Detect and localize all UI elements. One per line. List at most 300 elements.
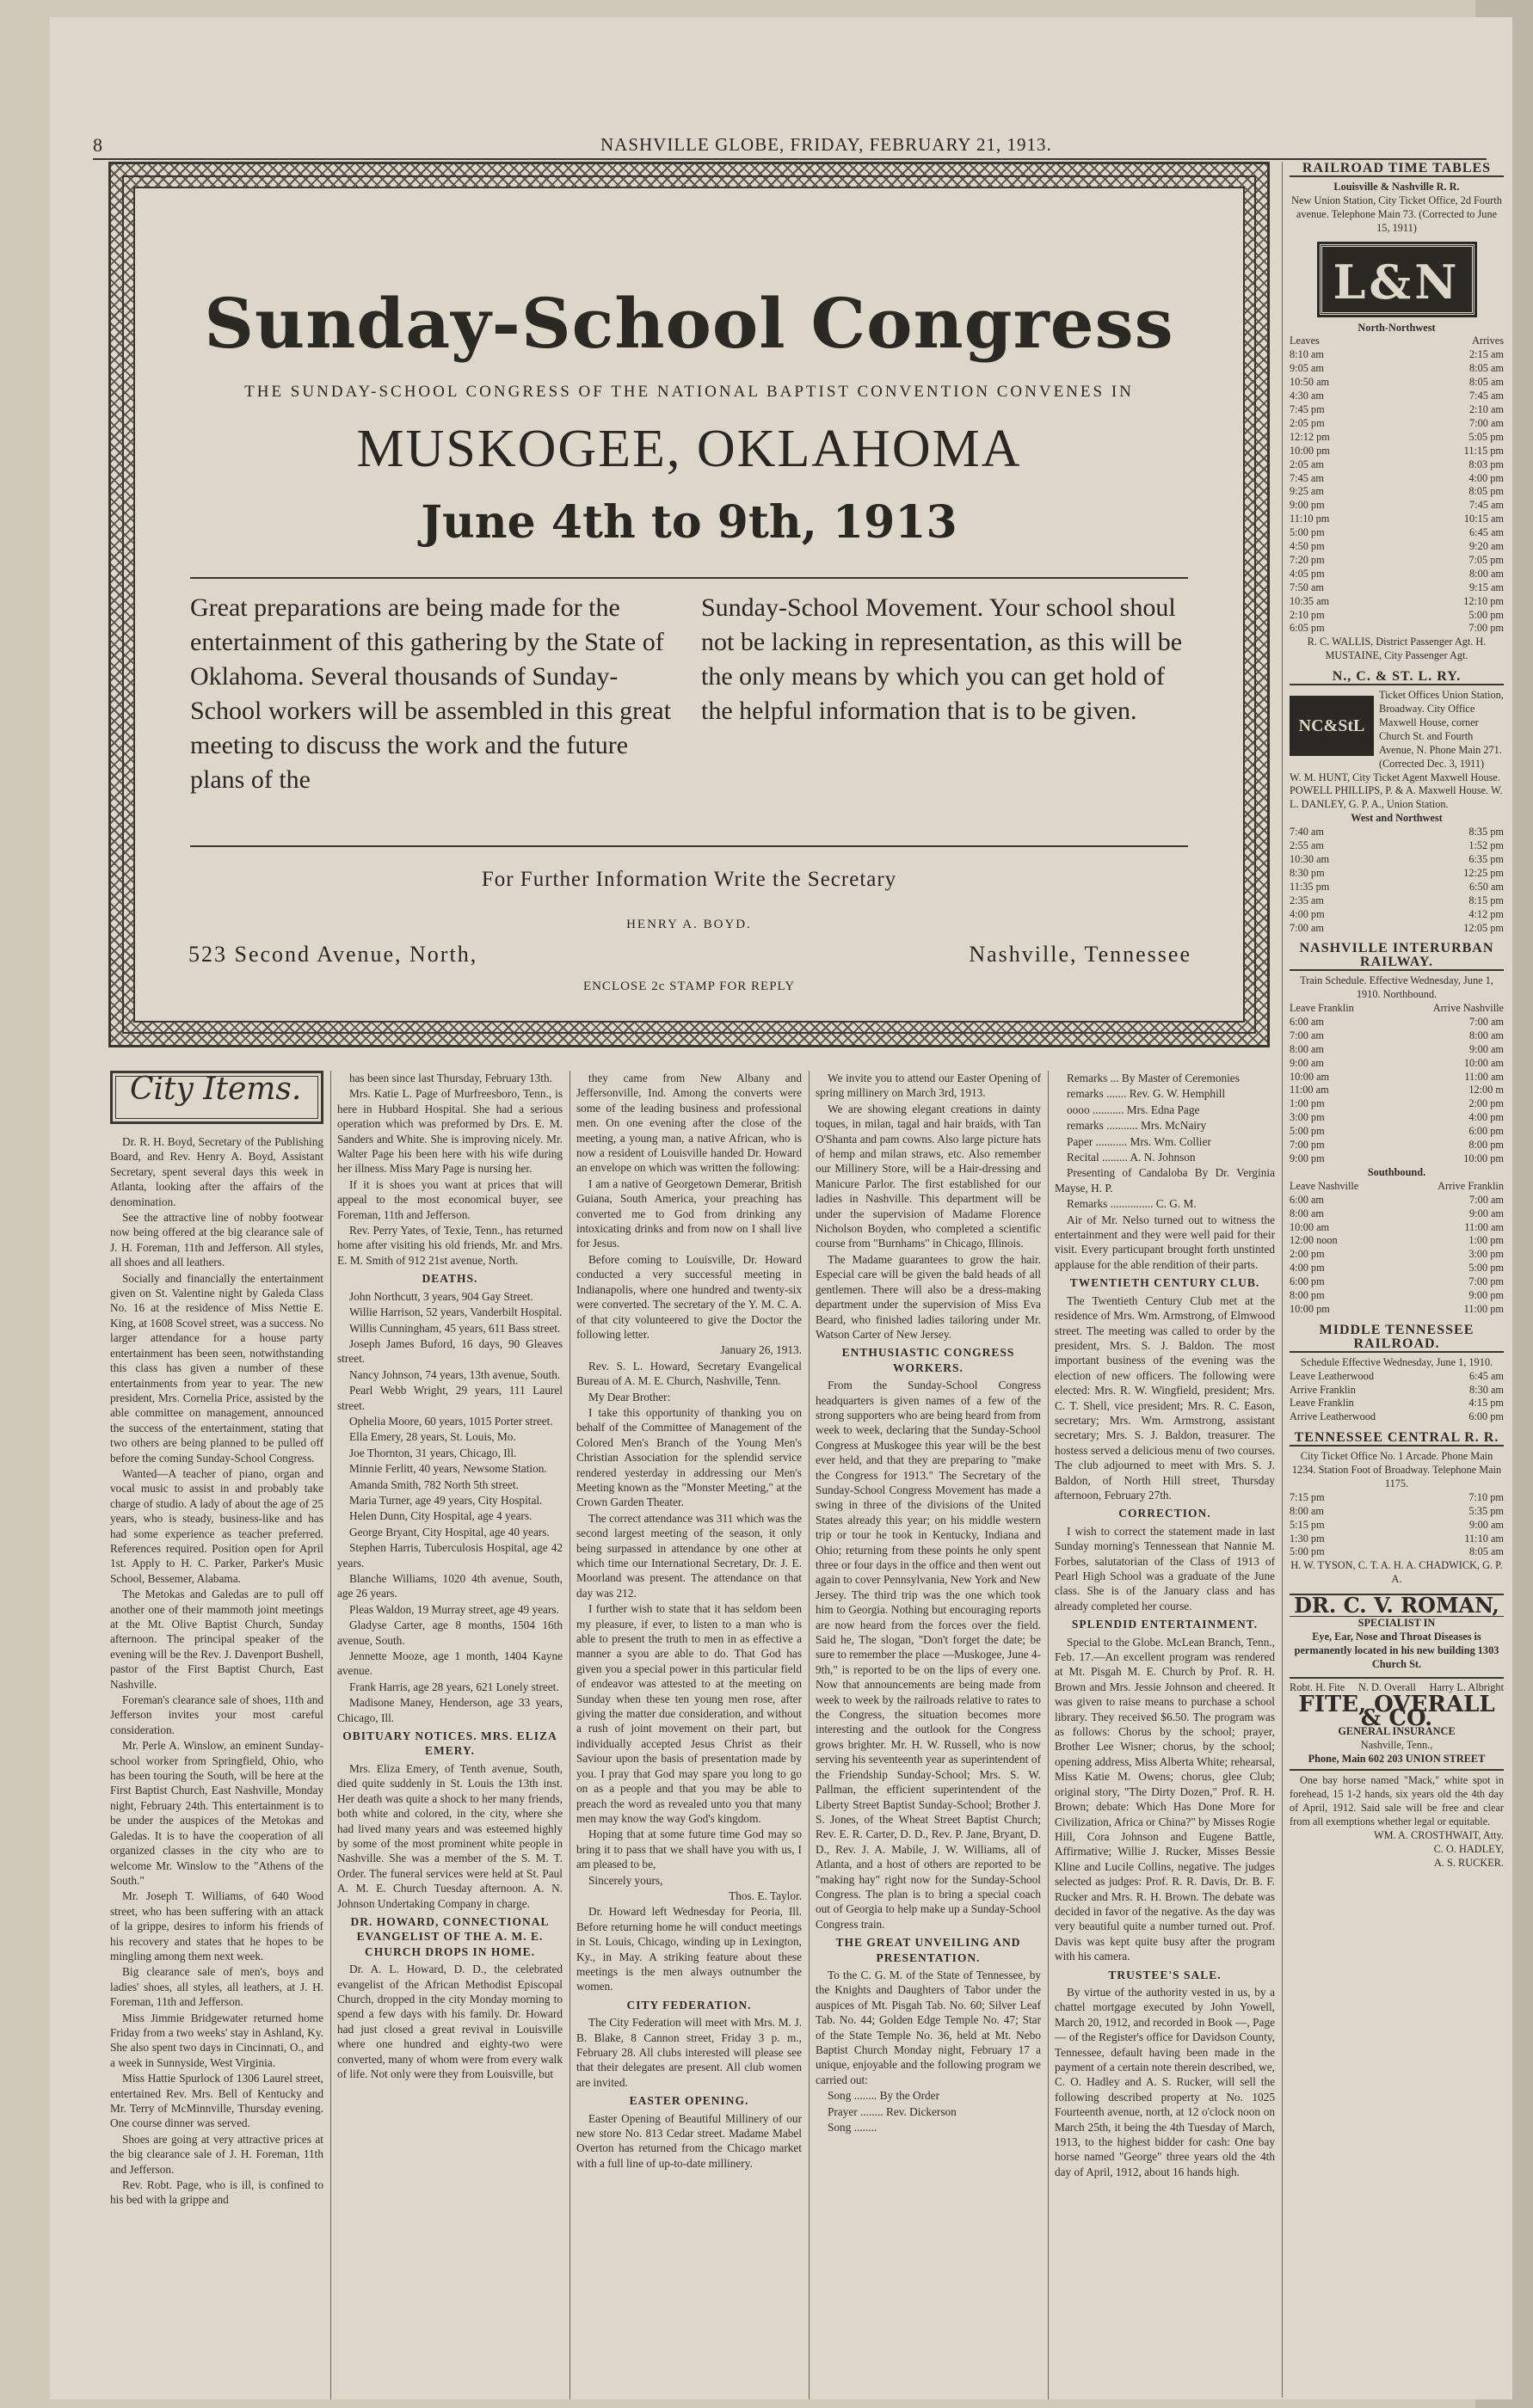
news-item: I wish to correct the statement made in last Sunday morning's Tennessean that Nannie M. Forbes, salutatorian of the Class of 1913 of Pearl High School was a graduate of the June class. She is of the January class and has already completed her course. — [1055, 1524, 1275, 1612]
death-notice: Jennette Mooze, age 1 month, 1404 Kayne avenue. — [337, 1649, 563, 1678]
program-line: remarks ........... Mrs. McNairy — [1067, 1119, 1207, 1133]
timetable-row — [1290, 1370, 1504, 1384]
timetable-row — [1290, 1071, 1504, 1084]
trustee-signature: C. O. HADLEY, — [1433, 1842, 1504, 1855]
timetable-header-row: Leave Nashville Arrive Franklin — [1290, 1179, 1504, 1192]
timetable-row — [1290, 362, 1504, 376]
timetable-row — [1290, 1194, 1504, 1207]
death-notice: Helen Dunn, City Hospital, age 4 years. — [349, 1509, 533, 1523]
ln-section: North-Northwest — [1358, 321, 1436, 334]
header-rule — [93, 158, 1487, 160]
news-item: Mrs. Eliza Emery, of Tenth avenue, South, died quite suddenly in St. Louis the 13th inst. Her death was quite a shock to her many friends, both white and colored, in the city, where she had lived many years and was esteemed highly by some of the most prominent white people in Nashville. She was a member of the S. M. T. Order. The funeral services were held at St. Paul A. M. E. Church Tuesday afternoon. A. N. Johnson Undertaking Company in charge. — [337, 1761, 563, 1910]
column-rule — [330, 1071, 331, 2399]
timetable-cell: 1:00 pm — [1468, 1234, 1504, 1247]
news-item: Rev. S. L. Howard, Secretary Evangelical Bureau of A. M. E. Church, Nashville, Tenn. — [576, 1359, 802, 1388]
ad-enclose-stamp: ENCLOSE 2c STAMP FOR REPLY — [582, 980, 796, 993]
fite-ad-sub: GENERAL INSURANCE — [1338, 1725, 1456, 1738]
ad-inner-panel — [133, 187, 1245, 1023]
news-item: We are showing elegant creations in dainty toques, in milan, tagal and hair braids, with Tan O'Shanta and pam cowns. Also large picture hats of hemp and milan straws, etc. Also remember our Millinery Store, will be a Hair-dressing and Manicure Parlor. The first established for our ladies in Nashville. This department will be under the supervision of Madame Florence Nicholson Boyden, who completed a scientific course from "Burnhams" in Chicago, Illinois. — [816, 1102, 1041, 1250]
timetable-row — [1290, 1016, 1504, 1029]
roman-ad-text: Eye, Ear, Nose and Throat Diseases is permanently located in his new building 1303 Church St. — [1294, 1631, 1499, 1670]
timetable-cell: 5:00 pm — [1290, 1125, 1325, 1138]
news-item: The Madame guarantees to grow the hair. Especial care will be given the bald heads of all gentlemen. There will also be a dress-making department under the supervision of Miss Eva Beard, who finished ladies tailoring under Mr. Watson Carter of New Jersey. — [816, 1252, 1041, 1341]
timetable-cell: 8:10 am — [1290, 348, 1324, 361]
entertainment-heading: SPLENDID ENTERTAINMENT. — [1071, 1618, 1259, 1631]
timetable-cell: 7:15 pm — [1290, 1490, 1325, 1503]
timetable-cell: Leave Leatherwood — [1290, 1369, 1374, 1382]
timetable-cell: 6:05 pm — [1290, 622, 1325, 635]
death-notice: Pleas Waldon, 19 Murray street, age 49 years. — [349, 1602, 559, 1616]
timetable-cell: 10:35 am — [1290, 594, 1330, 607]
program-line: oooo ........... Mrs. Edna Page — [1067, 1103, 1200, 1116]
timetable-cell: 10:15 am — [1463, 513, 1504, 525]
timetable-cell: 8:05 pm — [1468, 485, 1504, 498]
interurban-north-schedule — [1290, 1016, 1504, 1166]
workers-heading: ENTHUSIASTIC CONGRESS WORKERS. — [841, 1346, 1015, 1374]
timetable-cell: 7:00 pm — [1468, 622, 1504, 635]
nc-logo: NC&StL — [1290, 696, 1374, 756]
timetable-row — [1290, 540, 1504, 554]
death-notice: Joseph James Buford, 16 days, 90 Gleaves street. — [337, 1336, 563, 1366]
timetable-cell: 2:15 am — [1469, 348, 1504, 361]
timetable-cell: 12:12 pm — [1290, 430, 1330, 443]
timetables-heading: RAILROAD TIME TABLES — [1290, 162, 1504, 177]
ln-logo: L&N — [1320, 244, 1475, 315]
timetable-cell: 11:00 pm — [1463, 1302, 1504, 1315]
nc-agents: W. M. HUNT, City Ticket Agent Maxwell House. POWELL PHILLIPS, P. & A. Maxwell House. W. L. DANLEY, G. P. A., Union Station. — [1290, 771, 1503, 811]
timetable-row — [1290, 867, 1504, 881]
timetable-cell: 11:10 pm — [1290, 513, 1330, 525]
timetable-row — [1290, 513, 1504, 526]
timetable-row — [1290, 894, 1504, 908]
news-item: See the attractive line of nobby footwear now being offered at the big clearance sale of J. H. Foreman, 11th and Jefferson. All styles, all shoes and all leathers. — [110, 1211, 323, 1269]
timetable-row — [1290, 581, 1504, 595]
news-item: Miss Jimmie Bridgewater returned home Friday from a two weeks' stay in Ashland, Ky. She also spent two days in Cincinnati, O., and a week in Sunnyside, West Virginia. — [110, 2011, 323, 2069]
ad-dates: June 4th to 9th, 1913 — [421, 496, 957, 549]
news-item: The Twentieth Century Club met at the residence of Mrs. Wm. Armstrong, of Elmwood street. The meeting was called to order by the president, Mrs. S. J. Baldon. The most important business of the evening was the election of new officers. The following were elected: Mrs. R. W. Wingfield, president; Mrs. C. T. Shell, vice president; Mrs. R. C. Eason, secretary; Mrs. Wm. Armstrong, assistant secretary; Mrs. S. J. Baldon, treasurer. The hostess served a delicious menu of two courses. The club adjourned to meet with Mrs. S. J. Baldon, of North Hill street, Thursday afternoon, February 27th. — [1055, 1293, 1275, 1502]
timetable-row — [1290, 826, 1504, 839]
column-deaths — [337, 1071, 563, 2399]
fite-ad-city: Nashville, Tenn., — [1360, 1739, 1433, 1752]
interurban-heading: NASHVILLE INTERURBAN RAILWAY. — [1290, 942, 1504, 971]
timetable-cell: 8:00 pm — [1290, 1289, 1325, 1302]
program-line: Presenting of Candaloba By Dr. Verginia Mayse, H. P. — [1055, 1166, 1275, 1195]
timetable-cell: 12:00 noon — [1290, 1234, 1338, 1247]
timetable-row — [1290, 1207, 1504, 1221]
timetable-cell: 2:05 pm — [1290, 416, 1325, 429]
timetable-cell: 5:00 pm — [1290, 1545, 1325, 1558]
newspaper-page — [50, 17, 1512, 2399]
timetable-row — [1290, 1491, 1504, 1505]
timetable-row — [1290, 1221, 1504, 1235]
trustee-signature: A. S. RUCKER. — [1434, 1856, 1504, 1869]
timetable-cell: 11:00 am — [1290, 1084, 1329, 1096]
timetable-cell: 12:00 m — [1468, 1084, 1504, 1096]
timetable-row — [1290, 1029, 1504, 1043]
trustee-sale-continued: One bay horse named "Mack," white spot in forehead, 15 1-2 hands, six years old the 4th day of April, 1912. Said sale will be free and clear from all exemptions whether legal or equitable. — [1290, 1774, 1504, 1828]
ad-city: MUSKOGEE, OKLAHOMA — [356, 420, 1022, 478]
timetable-cell: 5:00 pm — [1468, 608, 1504, 621]
timetable-row — [1290, 526, 1504, 540]
timetable-cell: 8:00 am — [1290, 1207, 1324, 1219]
timetable-cell: 6:00 pm — [1468, 1410, 1504, 1423]
timetable-cell: 10:00 pm — [1463, 1152, 1504, 1164]
timetable-row — [1290, 922, 1504, 936]
timetable-row — [1290, 881, 1504, 894]
news-item: Foreman's clearance sale of shoes, 11th and Jefferson invites your most careful consideration. — [110, 1693, 323, 1736]
nc-subheading: Ticket Offices Union Station, Broadway. City Office Maxwell House, corner Church St. and Fourth Avenue, N. Phone Main 271. (Corrected Dec. 3, 1911) — [1379, 689, 1504, 770]
timetable-cell: 6:35 pm — [1468, 852, 1504, 865]
column-rule — [569, 1071, 570, 2399]
roman-ad-specialist: SPECIALIST IN — [1358, 1617, 1436, 1630]
timetable-cell: 8:30 pm — [1290, 866, 1325, 879]
death-notice: Frank Harris, age 28 years, 621 Lonely street. — [349, 1680, 559, 1693]
timetable-row — [1290, 1505, 1504, 1519]
ln-heading: Louisville & Nashville R. R. — [1333, 180, 1460, 193]
timetable-cell: 8:30 am — [1469, 1383, 1504, 1396]
timetable-cell: 7:45 am — [1290, 471, 1324, 484]
timetable-cell: 7:00 am — [1469, 1193, 1504, 1206]
timetable-cell: 9:00 pm — [1290, 1152, 1325, 1164]
timetable-cell: 8:03 pm — [1468, 458, 1504, 470]
nc-schedule — [1290, 826, 1504, 935]
timetable-cell: 3:00 pm — [1468, 1248, 1504, 1261]
timetable-cell: 7:00 am — [1469, 416, 1504, 429]
news-item: Dr. Howard left Wednesday for Peoria, Ill. Before returning home he will conduct meetings in St. Louis, Chicago, winding up in Lexington, Ky., in May. A striking feature about these meetings is the men always outnumber the women. — [576, 1905, 802, 1993]
news-item: From the Sunday-School Congress headquarters is given names of a few of the strong supporters who are being heard from from week to week, declaring that the Sunday-School Congress at Muskogee this year will be the best ever held, and that they are preparing to "make the Congress for 1913." The Secretary of the Sunday-School Congress Movement has made a swing in three of the divisions of the United States already this year; on his middle western trip or tour he took in Kentucky, Indiana and Ohio; returning from these points he only spent three or four days in the office and then went out again to cover Pennsylvania, New York and New Jersey. The third trip was the one which took him to Georgia. Nothing but encouraging reports are now heard from the forces over the field. Said he, The slogan, "Don't forget the date; be sure to remember the place —Muskogee, June 4-9th," is reported to be on the lips of every one. Now that announcements are being made from week to week by the railroads relative to rates to the Congress, the situation becomes more interesting and the outlook for the Congress grows brighter. Mr. H. W. Russell, who is now serving his seventeenth year as superintendent of the Friendship Sunday-School; Mrs. S. W. Pallman, the efficient superintendent of the Liberty Street Baptist Sunday-School; Brother J. S. Jones, of the Wheat Street Baptist Church; Rev. E. R. Carter, D. D., Rev. P. Jane, Bryant, D. D., Rev. J. A. Mabile, J. W. Williams, all of Atlanta, and a host of others are reported to be "making hay" right now for the Sunday-School Congress. The plan is to bring a special coach out of Georgia to help make up a Sunday-School Congress train. — [816, 1379, 1041, 1931]
program-line: Song ........ — [828, 2121, 877, 2135]
timetable-cell: 7:50 am — [1290, 580, 1324, 593]
news-item: Mr. Perle A. Winslow, an eminent Sunday-school worker from Springfield, Ohio, who has been touring the South, will be here at the First Baptist Church, East Nashville, Monday night, February 24th. This entertainment is to be under the auspices of the Metokas and Galedas. It is to have the cooperation of all organized classes in the city who are to welcome Mr. Winslow to the "Athens of the South." — [110, 1739, 323, 1887]
timetable-cell: 9:00 am — [1469, 1042, 1504, 1055]
timetable-row — [1290, 485, 1504, 499]
timetable-cell: 6:00 am — [1290, 1193, 1324, 1206]
column-congress-workers — [816, 1071, 1041, 2399]
timetable-cell: 11:10 am — [1464, 1532, 1504, 1545]
timetable-cell: 2:00 pm — [1468, 1097, 1504, 1110]
timetable-cell: 2:05 am — [1290, 458, 1324, 470]
program-line: Paper ........... Mrs. Wm. Collier — [1067, 1134, 1211, 1148]
timetable-cell: 1:00 pm — [1290, 1097, 1325, 1110]
roman-ad-name: DR. C. V. ROMAN, — [1290, 1594, 1504, 1617]
ad-subtitle: THE SUNDAY-SCHOOL CONGRESS OF THE NATIONAL BAPTIST CONVENTION CONVENES IN — [244, 383, 1134, 401]
timetable-cell: Leave Franklin — [1290, 1397, 1354, 1410]
death-notice: Madisone Maney, Henderson, age 33 years, Chicago, Ill. — [337, 1696, 563, 1724]
timetable-cell: 4:30 am — [1290, 390, 1324, 402]
timetable-row — [1290, 1097, 1504, 1111]
trustee-signature: WM. A. CROSTHWAIT, Atty. — [1374, 1828, 1504, 1841]
masthead: NASHVILLE GLOBE, FRIDAY, FEBRUARY 21, 1913. — [600, 134, 1052, 155]
ad-body-right: Sunday-School Movement. Your school shoul not be lacking in representation, as this will be the only means by which you can get hold of the helpful information that is to be given. — [701, 593, 1183, 725]
ad-secretary: HENRY A. BOYD. — [626, 918, 752, 931]
timetable-row — [1290, 445, 1504, 458]
timetable-row — [1290, 1139, 1504, 1152]
program-line: Song ........ By the Order — [828, 2089, 940, 2103]
timetable-row — [1290, 609, 1504, 623]
letter-date: January 26, 1913. — [720, 1343, 802, 1357]
timetable-row — [1290, 1125, 1504, 1139]
timetable-cell: Arrive Leatherwood — [1290, 1410, 1376, 1423]
news-item: they came from New Albany and Jeffersonville, Ind. Among the converts were some of the leading business and professional men. On one evening after the close of the meeting, a young man, a native African, who is now a resident of Louisville handed Dr. Howard an envelope on which was written the following: — [576, 1072, 802, 1175]
interurban-south-schedule — [1290, 1194, 1504, 1317]
timetable-row — [1290, 1084, 1504, 1097]
news-item: Mrs. Katie L. Page of Murfreesboro, Tenn., is here in Hubbard Hospital. She had a serious operation which was preformed by Drs. E. M. Sanders and White. She is improving nicely. Mr. Walter Page his been here with his wife during her illness. Miss Mary Page is nursing her. — [337, 1087, 563, 1176]
program-line: Remarks ... By Master of Ceremonies — [1067, 1072, 1240, 1084]
news-item: My Dear Brother: — [588, 1390, 671, 1404]
news-item: Miss Hattie Spurlock of 1306 Laurel street, entertained Rev. Mrs. Bell of Kentucky and Mr. Terry of McMinnville, Thursday evening. One course dinner was served. — [110, 2072, 323, 2130]
news-item: If it is shoes you want at prices that will appeal to the most economical buyer, see Foreman, 11th and Jefferson. — [337, 1177, 563, 1221]
timetable-cell: 9:15 am — [1469, 580, 1504, 593]
timetable-cell: 6:00 am — [1290, 1015, 1324, 1028]
death-notice: Willie Harrison, 52 years, Vanderbilt Hospital. — [349, 1305, 563, 1319]
nc-section: West and Northwest — [1351, 812, 1443, 825]
death-notice: Gladyse Carter, age 8 months, 1504 16th avenue, South. — [337, 1619, 563, 1647]
death-notice: Ophelia Moore, 60 years, 1015 Porter street. — [349, 1414, 553, 1428]
timetable-cell: 5:35 pm — [1468, 1504, 1504, 1517]
timetable-cell: 12:25 pm — [1463, 866, 1504, 879]
news-item: The City Federation will meet with Mrs. M. J. B. Blake, 8 Cannon street, Friday 3 p. m., February 28. All clubs interested will please see that their delegates are present. All club women are invited. — [576, 2016, 802, 2089]
death-notice: Stephen Harris, Tuberculosis Hospital, age 42 years. — [337, 1541, 563, 1570]
timetable-row — [1290, 622, 1504, 636]
timetable-cell: 6:00 pm — [1290, 1275, 1325, 1288]
ad-body-left: Great preparations are being made for the entertainment of this gathering by the State of Oklahoma. Several thousands of Sunday-School workers will be assembled in this great meeting to discuss the work and the future plans of the — [190, 593, 672, 794]
timetable-header-row: Leaves Arrives — [1290, 335, 1504, 347]
timetable-cell: 7:00 am — [1290, 1029, 1324, 1041]
timetable-cell: 7:05 pm — [1468, 553, 1504, 566]
column-howard-letter — [576, 1071, 802, 2399]
column-city-items — [110, 1071, 323, 2399]
news-item: Dr. R. H. Boyd, Secretary of the Publishing Board, and Rev. Henry A. Boyd, Assistant Secretary, spent several days this week in Atlanta, looking after the affairs of the denomination. — [110, 1135, 323, 1208]
news-item: The correct attendance was 311 which was the second largest meeting of the season, it only being surpassed in attendance by one other at which time our International Secretary, Dr. J. E. Moorland was present. The attendance on that day was 212. — [576, 1511, 802, 1600]
news-item: I am a native of Georgetown Demerar, British Guiana, South America, your preaching has converted me to God from drinking any intoxicating drinks and from now on I shall live for Jesus. — [576, 1176, 802, 1250]
interurban-subheading: Train Schedule. Effective Wednesday, June 1, 1910. Northbound. — [1300, 974, 1493, 1001]
page-number: 8 — [93, 134, 103, 156]
death-notice: Blanche Williams, 1020 4th avenue, South, age 26 years. — [337, 1572, 563, 1600]
news-item: Rev. Perry Yates, of Texie, Tenn., has returned home after visiting his old friends, Mr. and Mrs. E. M. Smith of 912 21st avenue, North. — [337, 1224, 563, 1267]
interurban-south-heading: Southbound. — [1367, 1165, 1426, 1178]
timetable-cell: 11:00 am — [1464, 1070, 1504, 1083]
trustee-sale-heading: TRUSTEE'S SALE. — [1108, 1968, 1222, 1981]
howard-heading: DR. HOWARD, CONNECTIONAL EVANGELIST OF THE A. M. E. CHURCH DROPS IN HOME. — [350, 1914, 550, 1958]
timetable-cell: 8:35 pm — [1468, 826, 1504, 838]
death-notice: John Northcutt, 3 years, 904 Gay Street. — [349, 1289, 533, 1303]
timetable-row — [1290, 431, 1504, 445]
news-item: Air of Mr. Nelso turned out to witness the entertainment and they were well paid for their visit. Every particupant brought forth unstinted applause for the able rendition of their parts. — [1055, 1213, 1275, 1271]
timetable-cell: 8:15 pm — [1468, 894, 1504, 906]
death-notice: Nancy Johnson, 74 years, 13th avenue, South. — [349, 1367, 561, 1381]
tc-subheading: City Ticket Office No. 1 Arcade. Phone Main 1234. Station Foot of Broadway. Telephone Main 1175. — [1291, 1450, 1502, 1490]
timetable-row — [1290, 499, 1504, 513]
timetable-row — [1290, 403, 1504, 417]
timetable-cell: 4:00 pm — [1290, 907, 1325, 920]
timetable-cell: 9:05 am — [1290, 362, 1324, 375]
timetable-cell: 6:45 am — [1469, 526, 1504, 539]
news-item: Sincerely yours, — [588, 1873, 663, 1887]
letter-signature: Thos. E. Taylor. — [729, 1889, 802, 1902]
timetable-cell: 8:00 am — [1290, 1042, 1324, 1055]
timetable-row — [1290, 1152, 1504, 1166]
timetable-cell: 7:00 pm — [1290, 1139, 1325, 1152]
timetable-cell: 9:00 am — [1469, 1207, 1504, 1219]
timetable-row — [1290, 1533, 1504, 1546]
timetable-cell: 10:00 pm — [1290, 1302, 1330, 1315]
news-item: Dr. A. L. Howard, D. D., the celebrated evangelist of the African Methodist Episcopal Church, dropped in the city Monday morning to spend a few days with his family. Dr. Howard had just closed a great revival in Louisville where one hundred and eighty-two were converted, many of whom were from every walk of life. Not only were they from Louisville, but — [337, 1963, 563, 2080]
program-line: Remarks ............... C. G. M. — [1067, 1197, 1197, 1211]
column-rule — [1048, 1071, 1049, 2399]
death-notice: Maria Turner, age 49 years, City Hospital. — [349, 1493, 543, 1507]
timetable-row — [1290, 839, 1504, 853]
timetable-row — [1290, 348, 1504, 362]
death-notice: Amanda Smith, 782 North 5th street. — [349, 1477, 519, 1491]
death-notice: Joe Thornton, 31 years, Chicago, Ill. — [349, 1446, 517, 1459]
timetable-cell: 4:15 pm — [1468, 1397, 1504, 1410]
timetable-cell: 5:15 pm — [1290, 1518, 1325, 1531]
mt-heading: MIDDLE TENNESSEE RAILROAD. — [1290, 1324, 1504, 1353]
news-item: Mr. Joseph T. Williams, of 640 Wood street, who has been suffering with an attack of la grippe, desires to inform his friends of his recovery and states that he hopes to be mingling among them next week. — [110, 1889, 323, 1963]
timetable-cell: 7:40 am — [1290, 826, 1324, 838]
timetable-cell: 5:05 pm — [1468, 430, 1504, 443]
timetable-cell: 10:00 am — [1290, 1220, 1330, 1233]
ad-address: 523 Second Avenue, North, — [188, 942, 478, 967]
tc-agents: H. W. TYSON, C. T. A. H. A. CHADWICK, G. P. A. — [1290, 1559, 1503, 1586]
column-clubs-sale — [1055, 1071, 1275, 2399]
news-item: The Metokas and Galedas are to pull off another one of their mammoth joint meetings at the Mt. Olive Baptist Church, Sunday afternoon. The principal speaker of the evening will be the Rev. J. Davenport Bushell, pastor of the First Baptist Church, East Nashville. — [110, 1588, 323, 1691]
news-item: has been since last Thursday, February 13th. — [349, 1072, 552, 1084]
timetable-row — [1290, 595, 1504, 609]
death-notice: Pearl Webb Wright, 29 years, 111 Laurel street. — [337, 1384, 563, 1412]
timetable-row — [1290, 458, 1504, 472]
timetable-cell: 8:00 am — [1290, 1504, 1324, 1517]
program-line: Recital ......... A. N. Johnson — [1067, 1151, 1196, 1164]
timetable-cell: 9:00 am — [1290, 1056, 1324, 1069]
death-notice: Ella Emery, 28 years, St. Louis, Mo. — [349, 1430, 516, 1444]
timetable-cell: 7:10 pm — [1468, 1490, 1504, 1503]
timetable-cell: 9:20 am — [1469, 540, 1504, 553]
timetable-row — [1290, 472, 1504, 486]
timetable-cell: 10:50 am — [1290, 376, 1330, 389]
timetable-cell: 10:00 pm — [1290, 444, 1330, 457]
ad-rule-bottom — [190, 845, 1188, 847]
congress-advertisement — [108, 162, 1270, 1047]
timetable-cell: 10:30 am — [1290, 852, 1330, 865]
timetable-cell: 9:00 am — [1469, 1518, 1504, 1531]
timetable-cell: 4:00 pm — [1468, 1111, 1504, 1124]
death-notice: George Bryant, City Hospital, age 40 years. — [349, 1525, 550, 1539]
timetable-cell: 7:45 am — [1469, 499, 1504, 512]
timetable-row — [1290, 1262, 1504, 1275]
ln-agents: R. C. WALLIS, District Passenger Agt. H. MUSTAINE, City Passenger Agt. — [1307, 636, 1487, 662]
news-item: By virtue of the authority vested in us, by a chattel mortgage executed by John Yowell, March 20, 1912, and recorded in Book —, Page — of the Register's office for Davidson County, Tennessee, default having been made in the payment of a certain note therein described, we, C. O. Hadley and A. S. Rucker, will sell the following described property at No. 1025 Fourteenth avenue, north, at 12 o'clock noon on March 25th, it being the 4th Tuesday of March, 1913, to the highest bidder for cash: One bay horse named "George" three years old the 4th day of April, 1912, about 16 hands high. — [1055, 1985, 1275, 2178]
timetable-cell: 8:00 pm — [1468, 1139, 1504, 1152]
tc-heading: TENNESSEE CENTRAL R. R. — [1290, 1431, 1504, 1447]
timetable-cell: 6:00 pm — [1468, 1125, 1504, 1138]
timetable-cell: 8:05 am — [1469, 376, 1504, 389]
timetable-cell: 9:00 pm — [1468, 1289, 1504, 1302]
timetable-cell: 2:10 am — [1469, 402, 1504, 415]
timetable-row — [1290, 1234, 1504, 1248]
timetable-cell: 1:30 pm — [1290, 1532, 1325, 1545]
news-item: I take this opportunity of thanking you on behalf of the Committee of Management of the Colored Men's Branch of the Young Men's Christian Association for the splendid service rendered yesterday in addressing our Men's Meeting known as the "Monster Meeting," at the Crown Garden Theater. — [576, 1405, 802, 1509]
timetable-cell: 4:00 pm — [1290, 1262, 1325, 1275]
timetable-cell: 4:50 pm — [1290, 540, 1325, 553]
timetable-cell: 11:15 pm — [1463, 444, 1504, 457]
ln-schedule — [1290, 348, 1504, 636]
tc-schedule — [1290, 1491, 1504, 1560]
timetable-cell: 3:00 pm — [1290, 1111, 1325, 1124]
timetable-row — [1290, 1057, 1504, 1071]
timetable-cell: 5:00 pm — [1468, 1262, 1504, 1275]
timetable-cell: 4:05 pm — [1290, 567, 1325, 580]
timetable-cell: 6:50 am — [1469, 880, 1504, 893]
news-item: We invite you to attend our Easter Opening of spring millinery on March 3rd, 1913. — [816, 1072, 1041, 1100]
timetable-row — [1290, 1248, 1504, 1262]
timetable-cell: 12:10 pm — [1463, 594, 1504, 607]
timetable-cell: 11:00 am — [1464, 1220, 1504, 1233]
unveiling-heading: THE GREAT UNVEILING AND PRESENTATION. — [835, 1936, 1021, 1964]
news-item: Rev. Robt. Page, who is ill, is confined to his bed with la grippe and — [110, 2178, 323, 2207]
nc-heading: N., C. & ST. L. RY. — [1290, 670, 1504, 685]
timetable-row — [1290, 853, 1504, 867]
timetable-cell: 10:00 am — [1463, 1056, 1504, 1069]
obituary-heading: OBITUARY NOTICES. MRS. ELIZA EMERY. — [342, 1729, 557, 1758]
deaths-heading: DEATHS. — [422, 1272, 478, 1286]
news-item: Before coming to Louisville, Dr. Howard conducted a very successful meeting in Indianapolis, where one hundred and twenty-six were converted. The secretary of the Y. M. C. A. of that city volunteered to give the Doctor the following letter. — [576, 1252, 802, 1341]
century-club-heading: TWENTIETH CENTURY CLUB. — [1069, 1276, 1260, 1290]
timetable-row — [1290, 1111, 1504, 1125]
ln-subheading: New Union Station, City Ticket Office, 2d Fourth avenue. Telephone Main 73. (Corrected to June 15, 1911) — [1291, 194, 1502, 234]
news-item: Easter Opening of Beautiful Millinery of our new store No. 813 Cedar street. Madame Mabel Overton has returned from the Chicago market with a full line of up-to-date millinery. — [576, 2111, 802, 2170]
timetable-row — [1290, 1397, 1504, 1410]
easter-heading: EASTER OPENING. — [629, 2094, 749, 2108]
timetable-cell: 2:55 am — [1290, 839, 1324, 852]
timetable-cell: 2:00 pm — [1290, 1248, 1325, 1261]
mt-schedule — [1290, 1370, 1504, 1425]
timetable-cell: 9:00 pm — [1290, 499, 1325, 512]
timetable-row — [1290, 1410, 1504, 1424]
timetable-cell: 7:45 pm — [1290, 402, 1325, 415]
timetable-cell: 4:00 pm — [1468, 471, 1504, 484]
railroad-timetables — [1282, 162, 1504, 2398]
ad-city-state: Nashville, Tennessee — [969, 942, 1191, 967]
federation-heading: CITY FEDERATION. — [626, 1998, 752, 2012]
timetable-cell: 8:00 am — [1469, 1029, 1504, 1041]
timetable-cell: 10:00 am — [1290, 1070, 1330, 1083]
timetable-cell: 9:25 am — [1290, 485, 1324, 498]
timetable-row — [1290, 1545, 1504, 1559]
news-item: Shoes are going at very attractive prices at the big clearance sale of J. H. Foreman, 11th and Jefferson. — [110, 2132, 323, 2176]
news-item: Wanted—A teacher of piano, organ and vocal music to assist in and probably take charge of studio. A lady of about the age of 25 years, who is steady, business-like and has had some experience as teacher preferred. References required. Position open for April 1st. Apply to H. C. Parker, Parker's Music School, Bessemer, Alabama. — [110, 1466, 323, 1585]
city-items-heading: City Items. — [110, 1071, 323, 1124]
news-item: I further wish to state that it has seldom been my pleasure, if ever, to listen to a man who is able to present the truth to men in as effective a manner a syou are able to do. That God has given you a special power in this particular field of endeavor was attested to at the meeting on Sunday when these ten young men rose, after giving the matter due consideration, and without a rush of joint movement on their part, but individually accepted Jesus Christ as their Saviour upon the basis of presentation made by you. I pray that God may spare you long to go on as a people and that you may be able to preach the word as revealed unto you that many men may know the way God's kingdom. — [576, 1602, 802, 1825]
timetable-row — [1290, 1303, 1504, 1317]
ad-rule-top — [190, 577, 1188, 579]
timetable-row — [1290, 1289, 1504, 1303]
timetable-cell: 12:05 pm — [1463, 921, 1504, 934]
timetable-cell: 8:00 am — [1469, 567, 1504, 580]
timetable-cell: 6:45 am — [1469, 1369, 1504, 1382]
timetable-cell: Arrive Franklin — [1290, 1383, 1356, 1396]
news-item: Socially and financially the entertainment given on St. Valentine night by Galeda Class No. 16 at the residence of Miss Nettie E. King, at 1608 Scovel street, was a success. No larger attendance for a house party entertainment has been seen, notwithstanding this class has given a number of these entertainments from year to year. The new president, Mrs. Cornelia Price, assisted by the able committee on management, announced the success of the entertainment, stating that two others are being planned to be pulled off before the coming Sunday-School Congress. — [110, 1271, 323, 1465]
news-item: Big clearance sale of men's, boys and ladies' shoes, all styles, all leathers, at J. H. Foreman, 11th and Jefferson. — [110, 1965, 323, 2009]
timetable-cell: 4:12 pm — [1468, 907, 1504, 920]
timetable-cell: 7:00 am — [1469, 1015, 1504, 1028]
timetable-header-row: Leave Franklin Arrive Nashville — [1290, 1002, 1504, 1015]
timetable-row — [1290, 1275, 1504, 1289]
timetable-row — [1290, 1519, 1504, 1533]
timetable-cell: 1:52 pm — [1468, 839, 1504, 852]
column-rule — [809, 1071, 810, 2399]
news-item: To the C. G. M. of the State of Tennessee, by the Knights and Daughters of Tabor under the auspices of Mt. Pisgah Tab. No. 60; Silver Leaf Tab. No. 44; Golden Edge Temple No. 47; Star of the State Temple No. 36, held at Mt. Nebo Baptist Church Monday night, February 17 a unique, enjoyable and the following program we carried out: — [816, 1968, 1041, 2086]
